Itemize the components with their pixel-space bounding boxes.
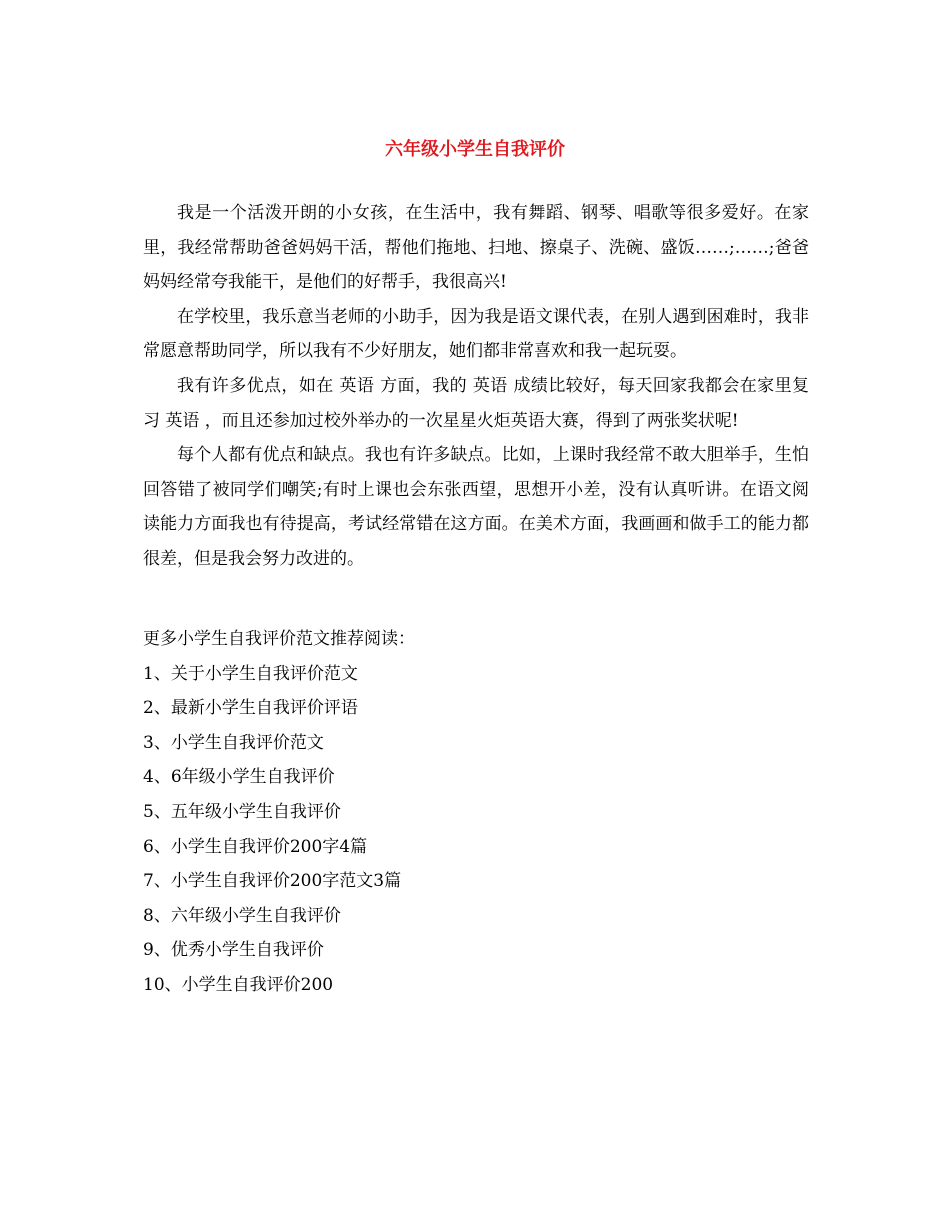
- paragraph-4: 每个人都有优点和缺点。我也有许多缺点。比如，上课时我经常不敢大胆举手，生怕回答错了被同学们嘲笑;有时上课也会东张西望，思想开小差，没有认真听讲。在语文阅读能力方面我也有待提高，考试经常错在这方面。在美术方面，我画画和做手工的能力都很差，但是我会努力改进的。: [143, 445, 809, 569]
- list-item[interactable]: 5、五年级小学生自我评价: [143, 801, 341, 822]
- document-title: 六年级小学生自我评价: [385, 139, 565, 160]
- list-item[interactable]: 1、关于小学生自我评价范文: [143, 663, 358, 684]
- paragraph-3: 我有许多优点，如在 英语 方面，我的 英语 成绩比较好，每天回家我都会在家里复习 英语 ，而且还参加过校外举办的一次星星火炬英语大赛，得到了两张奖状呢!: [143, 375, 809, 431]
- list-item[interactable]: 4、6年级小学生自我评价: [143, 767, 335, 788]
- list-item[interactable]: 9、优秀小学生自我评价: [143, 940, 324, 961]
- paragraph-1: 我是一个活泼开朗的小女孩，在生活中，我有舞蹈、钢琴、唱歌等很多爱好。在家里，我经常帮助爸爸妈妈干活，帮他们拖地、扫地、擦桌子、洗碗、盛饭……;……;爸爸妈妈经常夸我能干，是他们的好帮手，我很高兴!: [143, 203, 809, 293]
- list-item[interactable]: 7、小学生自我评价200字范文3篇: [143, 871, 402, 892]
- list-item[interactable]: 3、小学生自我评价范文: [143, 732, 324, 753]
- list-item[interactable]: 2、最新小学生自我评价评语: [143, 698, 358, 719]
- document-body: [143, 196, 809, 577]
- list-item[interactable]: 6、小学生自我评价200字4篇: [143, 836, 368, 857]
- recommended-reading-intro: 更多小学生自我评价范文推荐阅读：: [143, 629, 415, 649]
- list-item[interactable]: 8、六年级小学生自我评价: [143, 905, 341, 926]
- recommended-reading: [143, 622, 809, 1003]
- paragraph-2: 在学校里，我乐意当老师的小助手，因为我是语文课代表，在别人遇到困难时，我非常愿意帮助同学，所以我有不少好朋友，她们都非常喜欢和我一起玩耍。: [143, 306, 809, 362]
- list-item[interactable]: 10、小学生自我评价200: [143, 974, 334, 995]
